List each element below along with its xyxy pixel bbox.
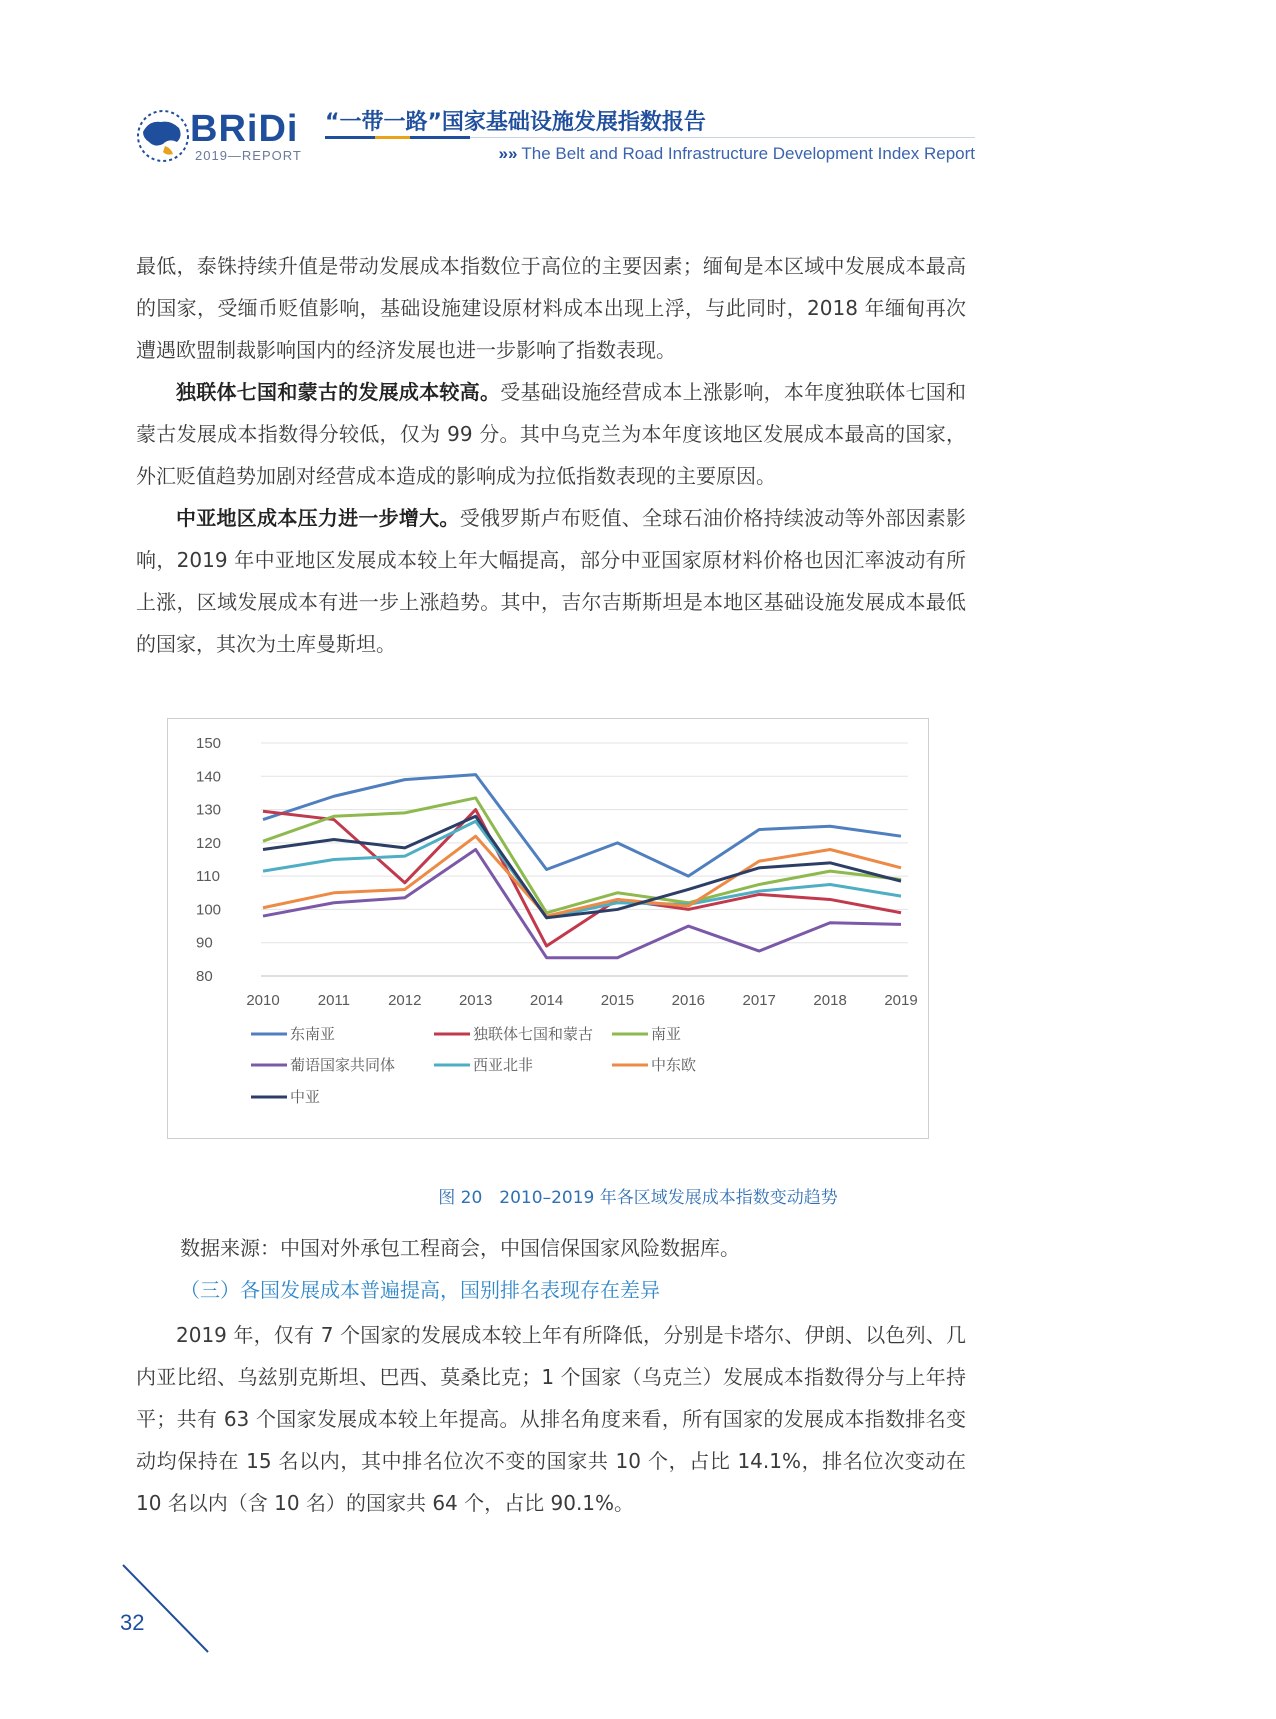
chevrons-icon: »» [498,144,518,163]
paragraph-2-body: 受基础设施经营成本上涨影响，本年度独联体七国和蒙古发展成本指数得分较低，仅为 99 分。其中乌克兰为本年度该地区发展成本最高的国家，外汇贬值趋势加剧对经营成本造成的影响成为拉低指数表现的主要原因。 [136,380,967,488]
legend-label: 葡语国家共同体 [290,1056,396,1074]
y-tick-label: 120 [196,834,222,852]
body-text-top [136,245,966,665]
bridi-logo [135,100,305,170]
paragraph-3-body: 受俄罗斯卢布贬值、全球石油价格持续波动等外部因素影响，2019 年中亚地区发展成本较上年大幅提高，部分中亚国家原材料价格也因汇率波动有所上涨，区域发展成本有进一步上涨趋势。其中，吉尔吉斯斯坦是本地区基础设施发展成本最低的国家，其次为土库曼斯坦。 [136,506,967,656]
x-tick-label: 2017 [742,992,776,1009]
y-tick-label: 150 [196,735,222,752]
title-underline [325,136,975,139]
paragraph-1: 最低，泰铢持续升值是带动发展成本指数位于高位的主要因素；缅甸是本区域中发展成本最高的国家，受缅币贬值影响，基础设施建设原材料成本出现上浮，与此同时，2018 年缅甸再次遭遇欧盟制裁影响国内的经济发展也进一步影响了指数表现。 [136,254,966,362]
x-tick-label: 2012 [388,992,422,1009]
figure-caption: 图 20 2010–2019 年各区域发展成本指数变动趋势 [438,1188,838,1208]
x-tick-label: 2014 [529,992,564,1009]
legend-label: 中东欧 [651,1056,697,1074]
line-chart [167,718,929,1139]
globe-icon [135,108,191,164]
x-tick-label: 2015 [600,992,635,1009]
legend-label: 西亚北非 [473,1056,534,1074]
legend-label: 中亚 [290,1088,321,1106]
x-tick-label: 2013 [458,992,493,1009]
x-tick-label: 2019 [884,992,918,1009]
x-tick-label: 2018 [813,992,847,1009]
logo-subtitle: 2019—REPORT [195,148,302,163]
paragraph-2-lead: 独联体七国和蒙古的发展成本较高。 [176,380,501,404]
report-title-cn: “一带一路”国家基础设施发展指数报告 [325,110,706,135]
x-tick-label: 2010 [246,992,280,1009]
paragraph-2 [136,371,966,497]
legend-label: 独联体七国和蒙古 [473,1025,594,1043]
y-tick-label: 90 [196,934,213,952]
series-line [263,775,901,877]
report-title-en-text: The Belt and Road Infrastructure Development Index Report [521,144,975,163]
page-header [135,100,975,190]
page-number: 32 [120,1610,145,1635]
legend-label: 南亚 [651,1025,682,1043]
series-line [263,810,901,946]
legend-label: 东南亚 [290,1025,336,1043]
chart-svg [168,719,928,1138]
section-subheading: （三）各国发展成本普遍提高，国别排名表现存在差异 [180,1278,660,1302]
y-tick-label: 80 [196,968,213,985]
x-tick-label: 2016 [671,992,706,1009]
logo-text: BRiDi [190,108,299,150]
paragraph-3 [136,497,966,665]
paragraph-3-lead: 中亚地区成本压力进一步增大。 [176,506,460,530]
y-tick-label: 100 [196,901,222,919]
paragraph-4: 2019 年，仅有 7 个国家的发展成本较上年有所降低，分别是卡塔尔、伊朗、以色列、几内亚比绍、乌兹别克斯坦、巴西、莫桑比克；1 个国家（乌克兰）发展成本指数得分与上年持平；共有 63 个国家发展成本较上年提高。从排名角度来看，所有国家的发展成本指数排名变动均保持在 15 名以内，其中排名位次不变的国家共 10 个，占比 14.1%，排名位次变动在 10 名以内（含 10 名）的国家共 64 个，占比 90.1%。 [136,1323,966,1515]
data-source: 数据来源：中国对外承包工程商会，中国信保国家风险数据库。 [180,1236,740,1260]
report-title-en [498,144,975,164]
body-text-bottom [136,1314,966,1524]
y-tick-label: 110 [196,868,220,886]
y-tick-label: 130 [196,801,222,819]
y-tick-label: 140 [196,768,222,786]
x-tick-label: 2011 [317,992,351,1009]
